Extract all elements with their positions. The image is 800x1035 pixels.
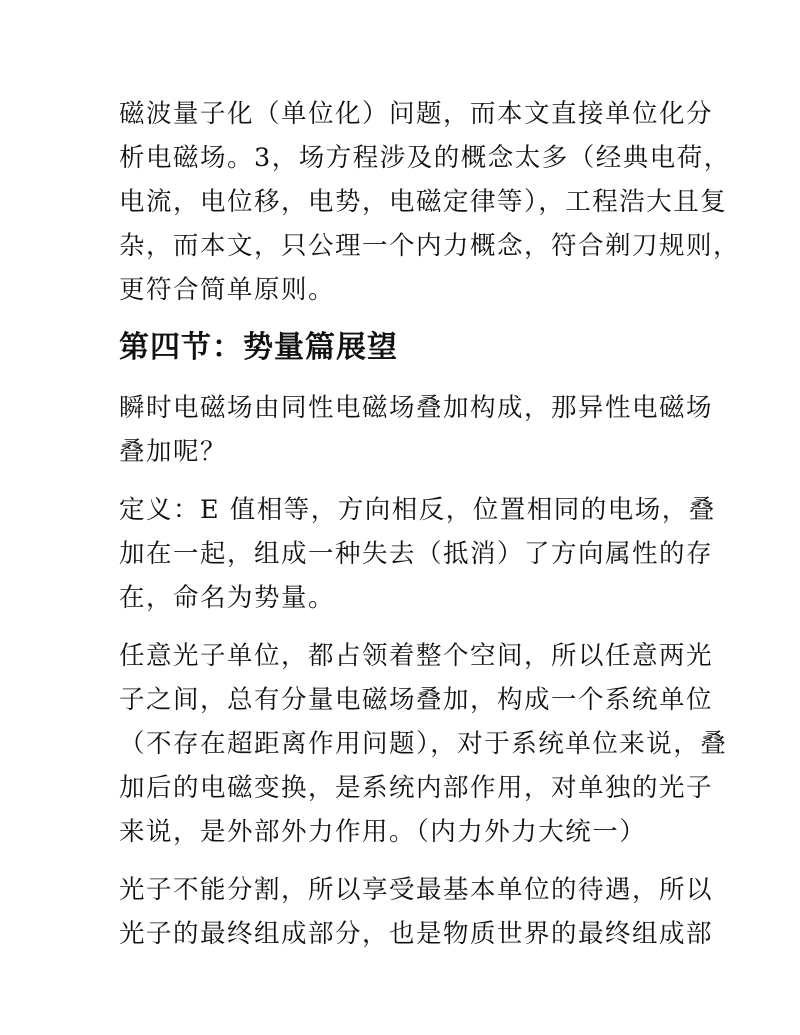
text-line: （不存在超距离作用问题），对于系统单位来说，叠 <box>119 729 728 759</box>
text-line: 叠加呢？ <box>119 437 228 467</box>
text-line: 光子不能分割，所以享受最基本单位的待遇，所以 <box>119 875 714 905</box>
text-line: 析电磁场。3，场方程涉及的概念太多（经典电荷， <box>119 143 731 173</box>
paragraph-continued <box>119 92 759 312</box>
document-body <box>119 92 759 970</box>
text-line: 子之间，总有分量电磁场叠加，构成一个系统单位 <box>119 685 714 715</box>
section-heading: 第四节：势量篇展望 <box>119 330 398 365</box>
text-line: 来说，是外部外力作用。（内力外力大统一） <box>119 817 647 847</box>
text-line: 更符合简单原则。 <box>119 275 336 305</box>
paragraph-1 <box>119 386 759 474</box>
text-line: 任意光子单位，都占领着整个空间，所以任意两光 <box>119 641 714 671</box>
paragraph-4 <box>119 868 759 956</box>
text-line: 加在一起，组成一种失去（抵消）了方向属性的存 <box>119 539 714 569</box>
text-line: 杂，而本文，只公理一个内力概念，符合剃刀规则， <box>119 231 741 261</box>
text-line: 电流，电位移，电势，电磁定律等），工程浩大且复 <box>119 187 728 217</box>
paragraph-2 <box>119 488 759 620</box>
text-line: 加后的电磁变换，是系统内部作用，对单独的光子 <box>119 773 714 803</box>
text-line: 光子的最终组成部分，也是物质世界的最终组成部 <box>119 919 714 949</box>
paragraph-3 <box>119 634 759 854</box>
text-line: 磁波量子化（单位化）问题，而本文直接单位化分 <box>119 99 714 129</box>
text-line: 在，命名为势量。 <box>119 583 336 613</box>
text-line: 瞬时电磁场由同性电磁场叠加构成，那异性电磁场 <box>119 393 714 423</box>
text-line: 定义：E 值相等，方向相反，位置相同的电场，叠 <box>119 495 716 525</box>
